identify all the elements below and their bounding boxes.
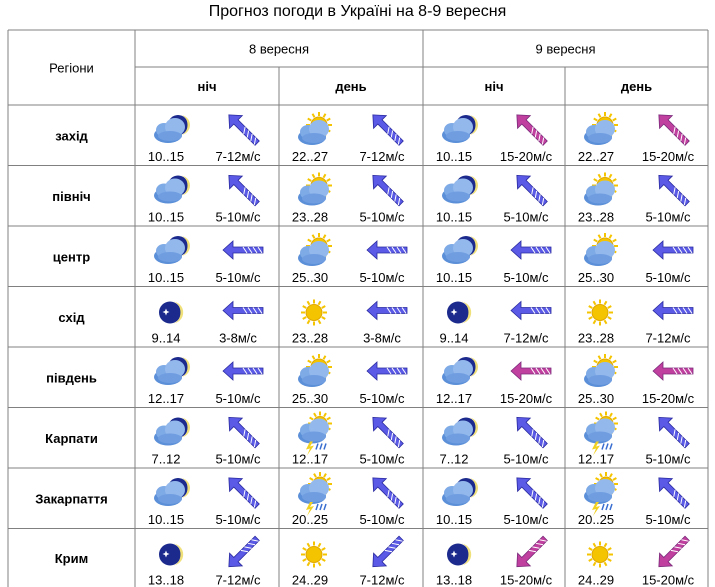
sunny-icon: [301, 542, 327, 568]
cloud-shape: [154, 239, 185, 264]
temperature-value: 20..25: [291, 512, 329, 527]
wind-arrow-icon: [366, 411, 407, 452]
wind-arrow-icon: [510, 169, 551, 210]
temperature-value: 12..17: [577, 451, 615, 467]
strong-wind-arrow-icon: [510, 532, 551, 573]
temperature-value: 22..27: [291, 149, 329, 164]
wind-speed-value: 7-12м/с: [645, 330, 691, 346]
wind-speed-value: 5-10м/с: [215, 391, 261, 406]
thunderstorm-day-icon: [584, 472, 618, 516]
temperature-value: 24..29: [291, 572, 329, 587]
wind-arrow-icon: [511, 302, 551, 320]
temperature-value: 13..18: [435, 572, 473, 587]
cloud-shape: [298, 419, 329, 444]
cloudy-night-icon: [442, 357, 478, 385]
cloudy-day-icon: [298, 354, 332, 387]
table-row: [53, 249, 90, 264]
cloud-shape: [154, 179, 185, 204]
region-label: Крим: [54, 550, 89, 566]
wind-speed-value: 5-10м/с: [215, 512, 261, 527]
region-label: північ: [52, 188, 91, 204]
wind-speed-value: 15-20м/с: [499, 391, 553, 406]
wind-arrow-icon: [222, 169, 263, 210]
wind-arrow-icon: [366, 532, 407, 573]
wind-speed-value: 15-20м/с: [641, 391, 695, 406]
thunderstorm-day-icon: [298, 472, 332, 516]
temperature-value: 10..15: [435, 512, 473, 527]
cloud-shape: [154, 421, 185, 446]
wind-arrow-icon: [511, 241, 551, 259]
wind-speed-value: 5-10м/с: [503, 512, 549, 527]
sun-shape: [301, 300, 327, 326]
temperature-value: 9..14: [151, 330, 181, 346]
clear-night-icon: [159, 544, 183, 566]
table-row: [46, 370, 97, 385]
wind-speed-value: 5-10м/с: [645, 451, 691, 467]
cloud-shape: [442, 360, 473, 385]
wind-speed-value: 5-10м/с: [215, 270, 261, 285]
period-header: ніч: [197, 79, 217, 94]
sunny-icon: [301, 300, 327, 326]
wind-arrow-icon: [223, 241, 263, 259]
cloudy-night-icon: [442, 418, 478, 446]
sunny-icon: [587, 542, 613, 568]
wind-arrow-icon: [652, 411, 693, 452]
temperature-value: 10..15: [435, 149, 473, 164]
cloudy-night-icon: [154, 478, 190, 506]
cloud-shape: [584, 419, 615, 444]
cloud-shape: [442, 179, 473, 204]
period-header: день: [620, 79, 653, 94]
table-row: [55, 128, 88, 143]
cloudy-night-icon: [442, 478, 478, 506]
sun-shape: [587, 542, 613, 568]
moon-shape: [447, 302, 471, 324]
strong-wind-arrow-icon: [510, 108, 551, 149]
cloud-shape: [584, 479, 615, 504]
region-label: захід: [55, 128, 88, 144]
wind-speed-value: 5-10м/с: [359, 270, 405, 285]
thunderstorm-day-icon: [298, 412, 332, 456]
cloud-shape: [442, 118, 473, 143]
partly-cloudy-day-icon: [298, 112, 332, 145]
thunderstorm-day-icon: [584, 412, 618, 456]
table-row: [52, 189, 90, 204]
wind-speed-value: 7-12м/с: [215, 149, 261, 164]
wind-speed-value: 3-8м/с: [219, 330, 257, 346]
wind-speed-value: 5-10м/с: [215, 209, 261, 225]
day-header: 9 вересня: [535, 41, 596, 57]
temperature-value: 23..28: [291, 330, 329, 346]
wind-speed-value: 5-10м/с: [359, 391, 405, 406]
day-header: 8 вересня: [248, 41, 310, 57]
temperature-value: 12..17: [435, 391, 473, 406]
clear-night-icon: [159, 302, 183, 324]
wind-arrow-icon: [653, 302, 693, 320]
wind-arrow-icon: [510, 411, 551, 452]
cloud-shape: [584, 181, 615, 206]
wind-arrow-icon: [222, 411, 263, 452]
region-label: Карпати: [45, 430, 98, 446]
wind-speed-value: 15-20м/с: [499, 149, 553, 164]
wind-arrow-icon: [223, 302, 263, 320]
cloud-shape: [442, 481, 473, 506]
clear-night-icon: [447, 544, 471, 566]
region-label: схід: [58, 309, 85, 325]
wind-arrow-icon: [366, 169, 407, 210]
cloudy-day-icon: [298, 233, 332, 266]
temperature-value: 25..30: [291, 391, 329, 406]
cloud-shape: [584, 241, 615, 266]
temperature-value: 25..30: [577, 270, 615, 285]
wind-arrow-icon: [367, 241, 407, 259]
wind-speed-value: 5-10м/с: [645, 270, 691, 285]
moon-shape: [159, 302, 183, 324]
wind-arrow-icon: [222, 471, 263, 512]
wind-speed-value: 5-10м/с: [359, 209, 405, 225]
wind-arrow-icon: [366, 108, 407, 149]
clear-night-icon: [447, 302, 471, 324]
cloudy-night-icon: [154, 357, 190, 385]
cloud-shape: [584, 362, 615, 387]
temperature-value: 23..28: [291, 209, 329, 225]
wind-arrow-icon: [652, 471, 693, 512]
temperature-value: 10..15: [147, 270, 185, 285]
sun-shape: [587, 300, 613, 326]
region-label: центр: [52, 249, 91, 265]
temperature-value: 24..29: [577, 572, 615, 587]
wind-speed-value: 5-10м/с: [359, 451, 405, 467]
moon-shape: [159, 544, 183, 566]
wind-arrow-icon: [223, 362, 263, 380]
sunny-icon: [587, 300, 613, 326]
cloud-shape: [442, 239, 473, 264]
temperature-value: 25..30: [577, 391, 615, 406]
wind-speed-value: 3-8м/с: [363, 330, 401, 346]
period-header: ніч: [484, 79, 504, 94]
cloud-shape: [442, 421, 473, 446]
wind-arrow-icon: [652, 169, 693, 210]
wind-speed-value: 5-10м/с: [503, 270, 549, 285]
cloudy-day-icon: [584, 233, 618, 266]
temperature-value: 12..17: [291, 451, 329, 467]
temperature-value: 22..27: [577, 149, 615, 164]
cloud-shape: [154, 481, 185, 506]
strong-wind-arrow-icon: [653, 362, 693, 380]
cloudy-night-icon: [154, 418, 190, 446]
temperature-value: 7..12: [151, 451, 181, 467]
wind-speed-value: 5-10м/с: [359, 512, 405, 527]
wind-arrow-icon: [653, 241, 693, 259]
table-row: [45, 431, 98, 446]
cloud-shape: [298, 479, 329, 504]
temperature-value: 10..15: [147, 512, 185, 527]
regions-header: Регіони: [49, 60, 94, 76]
temperature-value: 12..17: [147, 391, 185, 406]
table-row: [58, 310, 85, 325]
cloud-shape: [298, 120, 329, 145]
wind-speed-value: 7-12м/с: [359, 572, 405, 587]
wind-speed-value: 15-20м/с: [641, 572, 695, 587]
cloud-shape: [298, 362, 329, 387]
wind-speed-value: 5-10м/с: [645, 512, 691, 527]
table-row: [55, 551, 88, 566]
wind-speed-value: 7-12м/с: [215, 572, 261, 587]
strong-wind-arrow-icon: [511, 362, 551, 380]
sun-shape: [301, 542, 327, 568]
period-header: день: [335, 79, 367, 94]
strong-wind-arrow-icon: [652, 532, 693, 573]
wind-speed-value: 5-10м/с: [215, 451, 261, 467]
wind-speed-value: 15-20м/с: [641, 149, 695, 164]
moon-shape: [447, 544, 471, 566]
wind-speed-value: 7-12м/с: [503, 330, 549, 346]
region-label: південь: [46, 370, 97, 386]
temperature-value: 23..28: [577, 209, 615, 225]
cloudy-night-icon: [442, 236, 478, 264]
temperature-value: 10..15: [435, 209, 473, 225]
temperature-value: 10..15: [435, 270, 473, 285]
cloudy-night-icon: [154, 236, 190, 264]
wind-arrow-icon: [510, 471, 551, 512]
page-title: Прогноз погоди в Україні на 8-9 вересня: [208, 3, 507, 20]
wind-speed-value: 5-10м/с: [645, 209, 691, 225]
temperature-value: 13..18: [147, 572, 185, 587]
wind-arrow-icon: [367, 362, 407, 380]
region-label: Закарпаття: [35, 491, 108, 507]
cloud-shape: [298, 241, 329, 266]
wind-arrow-icon: [366, 471, 407, 512]
temperature-value: 23..28: [577, 330, 615, 346]
cloud-shape: [154, 118, 185, 143]
temperature-value: 25..30: [291, 270, 329, 285]
strong-wind-arrow-icon: [652, 108, 693, 149]
cloud-shape: [298, 181, 329, 206]
cloudy-night-icon: [154, 115, 190, 143]
cloudy-night-icon: [442, 176, 478, 204]
wind-speed-value: 15-20м/с: [499, 572, 553, 587]
cloudy-night-icon: [154, 176, 190, 204]
cloudy-day-icon: [298, 173, 332, 206]
partly-cloudy-day-icon: [584, 112, 618, 145]
cloudy-night-icon: [442, 115, 478, 143]
cloud-shape: [154, 360, 185, 385]
temperature-value: 10..15: [147, 149, 185, 164]
cloudy-day-icon: [584, 354, 618, 387]
cloudy-day-icon: [584, 173, 618, 206]
temperature-value: 20..25: [577, 512, 615, 527]
wind-arrow-icon: [222, 108, 263, 149]
temperature-value: 10..15: [147, 209, 185, 225]
wind-arrow-icon: [222, 532, 263, 573]
wind-arrow-icon: [367, 302, 407, 320]
wind-speed-value: 7-12м/с: [359, 149, 405, 164]
table-row: [35, 491, 107, 506]
wind-speed-value: 5-10м/с: [503, 209, 549, 225]
wind-speed-value: 5-10м/с: [503, 451, 549, 467]
temperature-value: 7..12: [439, 451, 469, 467]
temperature-value: 9..14: [439, 330, 469, 346]
cloud-shape: [584, 120, 615, 145]
